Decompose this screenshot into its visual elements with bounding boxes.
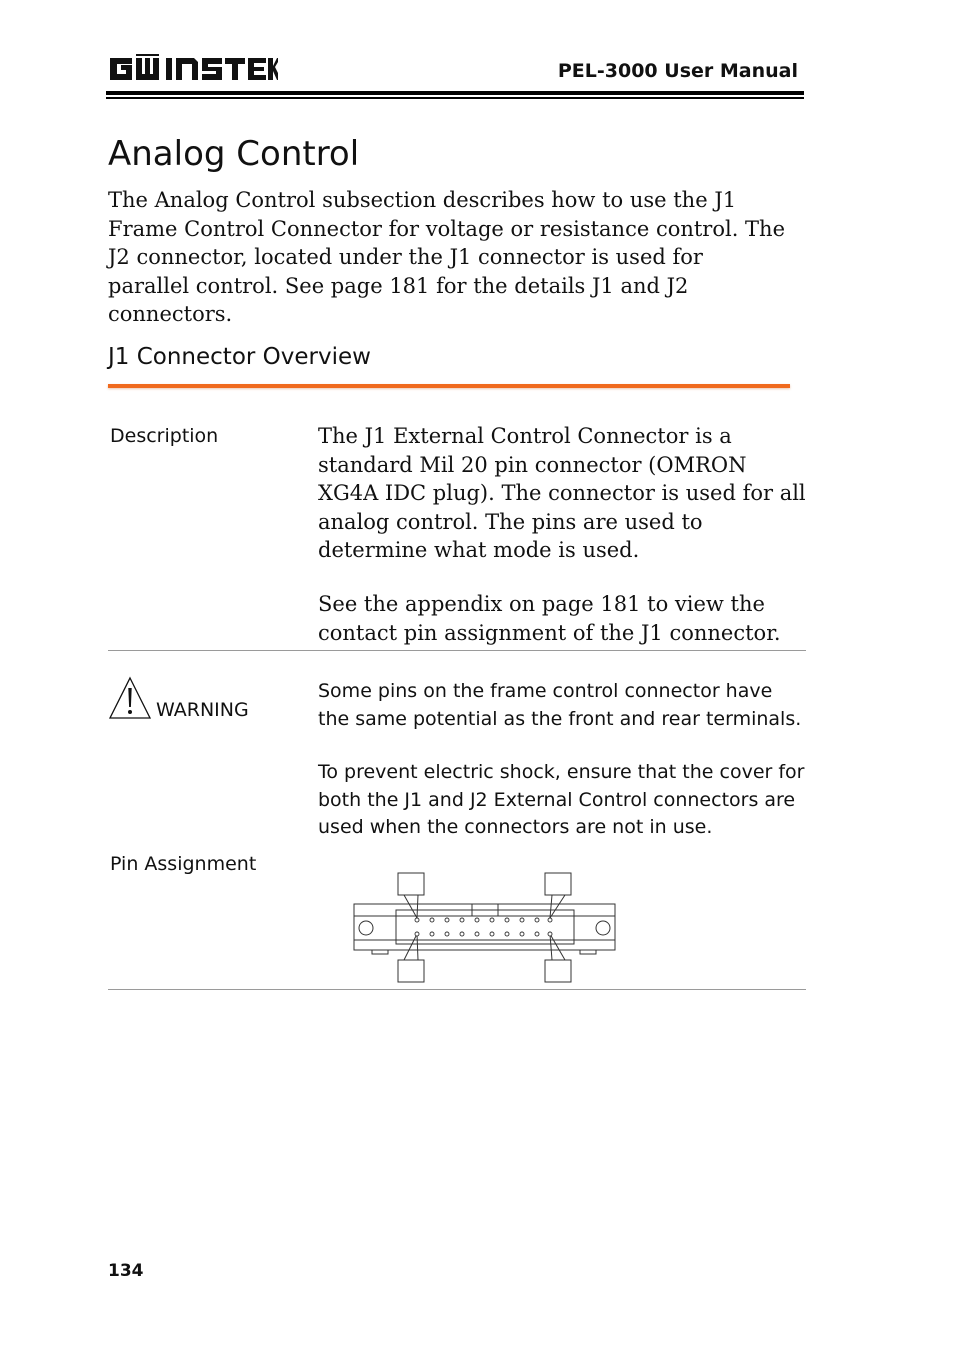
- callout-box-bottom-right: [545, 960, 571, 982]
- description-label: Description: [110, 425, 219, 447]
- warning-para-2: To prevent electric shock, ensure that the cover for both the J1 and J2 External Control connectors are used when the connectors are not in use.: [318, 761, 805, 838]
- callout-box-bottom-left: [398, 960, 424, 982]
- mount-hole-right: [596, 921, 610, 935]
- intro-paragraph: The Analog Control subsection describes how to use the J1 Frame Control Connector for voltage or resistance control. The J2 connector, located under the J1 connector is used for parallel control. See page 181 for the details J1 and J2 connectors.: [108, 188, 786, 326]
- row-divider-bottom: [108, 989, 806, 990]
- callout-box-top-right: [545, 873, 571, 895]
- connector-body: [354, 904, 615, 950]
- section-title: J1 Connector Overview: [108, 344, 371, 370]
- callout-box-top-left: [398, 873, 424, 895]
- page-title: Analog Control: [108, 134, 360, 174]
- warning-triangle-icon: [108, 676, 152, 720]
- manual-title: PEL-3000 User Manual: [557, 60, 798, 82]
- header-rule-thin: [106, 97, 804, 99]
- description-para-2: See the appendix on page 181 to view the contact pin assignment of the J1 connector.: [318, 592, 781, 645]
- header-rule-thick: [106, 91, 804, 95]
- section-rule: [108, 384, 790, 388]
- pin-assignment-label: Pin Assignment: [110, 853, 257, 875]
- mount-hole-left: [359, 921, 373, 935]
- brand-logo: [108, 54, 278, 84]
- row-divider: [108, 650, 806, 651]
- connector-diagram: [352, 870, 618, 986]
- description-para-1: The J1 External Control Connector is a standard Mil 20 pin connector (OMRON XG4A IDC plug). The connector is used for all analog control. The pins are used to determine what mode is used.: [318, 424, 806, 562]
- page-number: 134: [108, 1261, 144, 1281]
- warning-label: WARNING: [156, 699, 249, 721]
- warning-para-1: Some pins on the frame control connector have the same potential as the front and rear terminals.: [318, 680, 802, 730]
